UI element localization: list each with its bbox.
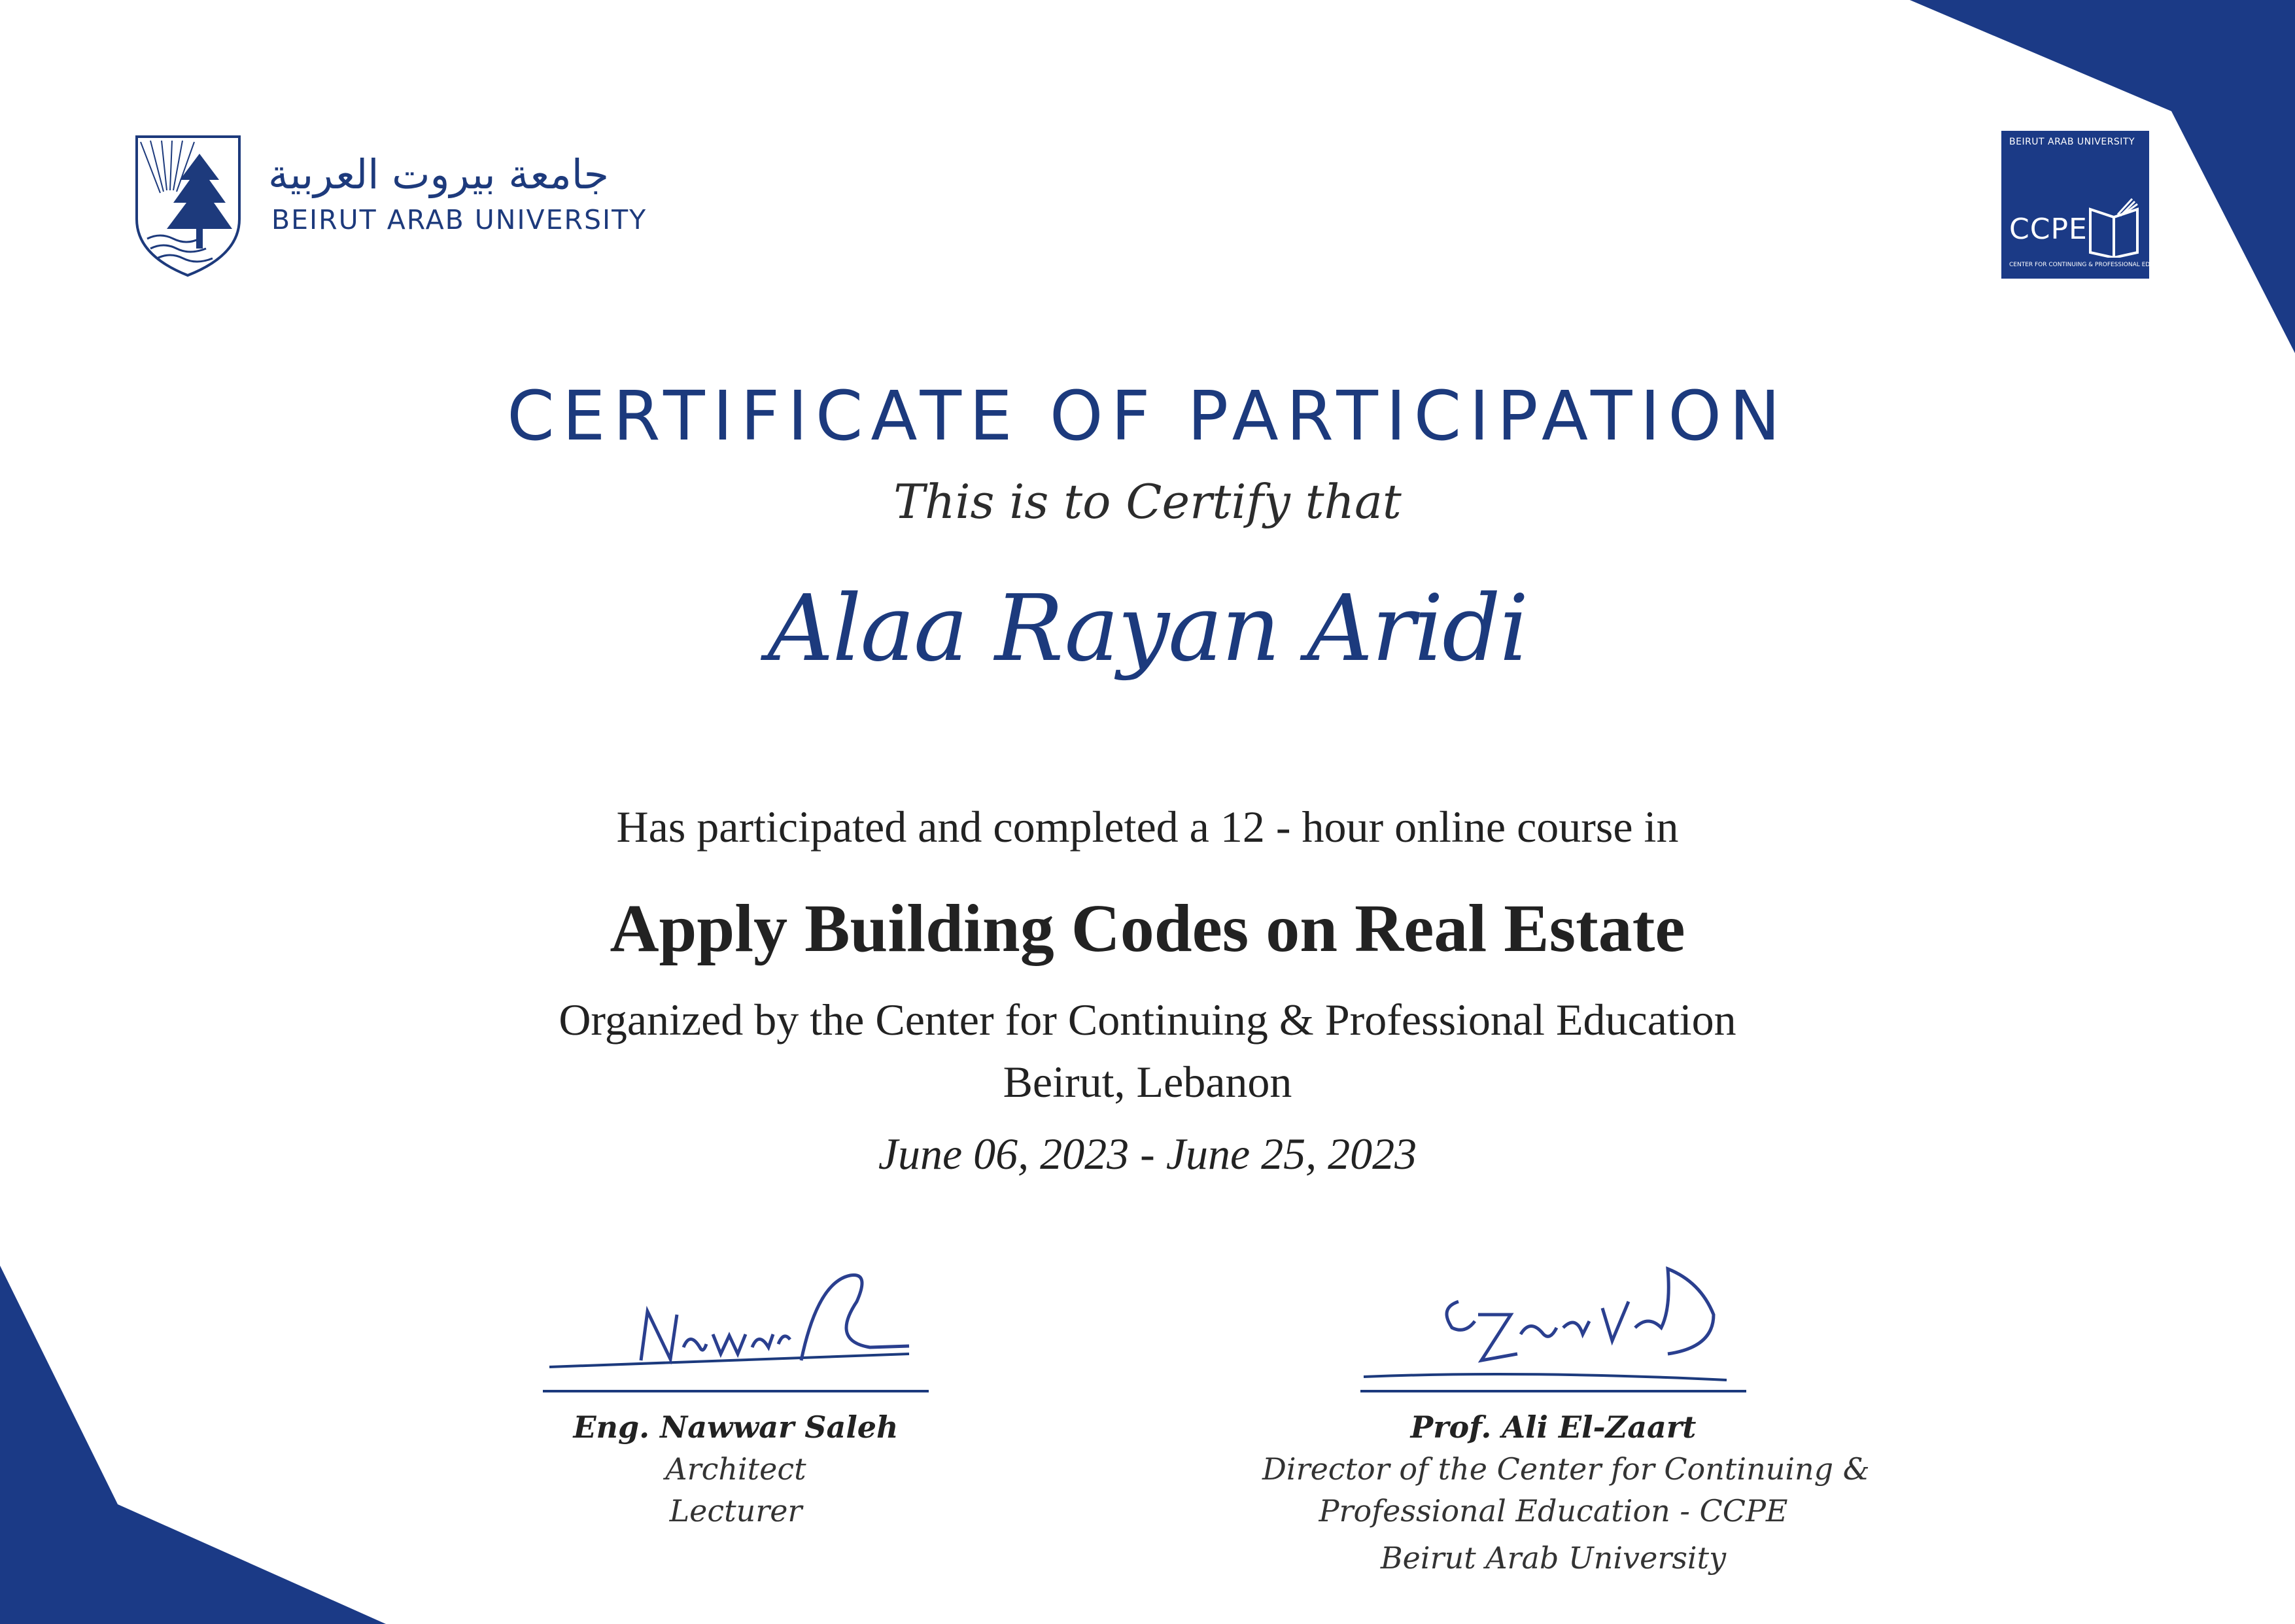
university-arabic-name: جامعة بيروت العربية bbox=[268, 150, 609, 198]
signature-ali-el-zaart bbox=[1360, 1256, 1753, 1387]
organizer-text: Organized by the Center for Continuing & Professional Education bbox=[559, 995, 1736, 1045]
bottom-left-corner-shape bbox=[0, 1266, 386, 1624]
recipient-name: Alaa Rayan Aridi bbox=[767, 576, 1528, 682]
ccpe-logo-university-text: BEIRUT ARAB UNIVERSITY bbox=[2009, 137, 2135, 147]
ccpe-logo-acronym: CCPE bbox=[2009, 213, 2088, 246]
location-text: Beirut, Lebanon bbox=[1003, 1057, 1292, 1107]
signatory-left-title: Architect bbox=[665, 1451, 806, 1487]
signatory-right-title-line1: Director of the Center for Continuing & bbox=[1262, 1451, 1870, 1487]
cedar-shield-icon bbox=[134, 134, 242, 278]
signatory-left-position: Lecturer bbox=[669, 1493, 802, 1529]
university-logo bbox=[134, 134, 657, 281]
course-dates: June 06, 2023 - June 25, 2023 bbox=[878, 1129, 1417, 1179]
signatory-left bbox=[543, 1406, 929, 1532]
signatory-right bbox=[1262, 1406, 1870, 1579]
signature-nawwar-saleh bbox=[543, 1262, 922, 1380]
ccpe-logo-center-text: CENTER FOR CONTINUING & PROFESSIONAL EDUCATION bbox=[2009, 262, 2177, 268]
course-title: Apply Building Codes on Real Estate bbox=[610, 891, 1685, 966]
signatory-right-title-line2: Professional Education - CCPE bbox=[1319, 1493, 1788, 1529]
certify-text: This is to Certify that bbox=[893, 474, 1402, 529]
signatory-right-name: Prof. Ali El-Zaart bbox=[1410, 1409, 1697, 1445]
ccpe-logo bbox=[2001, 131, 2177, 279]
signature-line-left bbox=[543, 1390, 929, 1392]
open-book-icon bbox=[2086, 195, 2141, 258]
certificate-title: CERTIFICATE OF PARTICIPATION bbox=[507, 376, 1788, 456]
university-english-name: BEIRUT ARAB UNIVERSITY bbox=[271, 204, 647, 235]
signatory-right-university: Beirut Arab University bbox=[1380, 1540, 1727, 1576]
signatory-left-name: Eng. Nawwar Saleh bbox=[573, 1409, 899, 1445]
participation-statement: Has participated and completed a 12 - hour online course in bbox=[616, 802, 1679, 852]
signature-line-right bbox=[1360, 1390, 1746, 1392]
